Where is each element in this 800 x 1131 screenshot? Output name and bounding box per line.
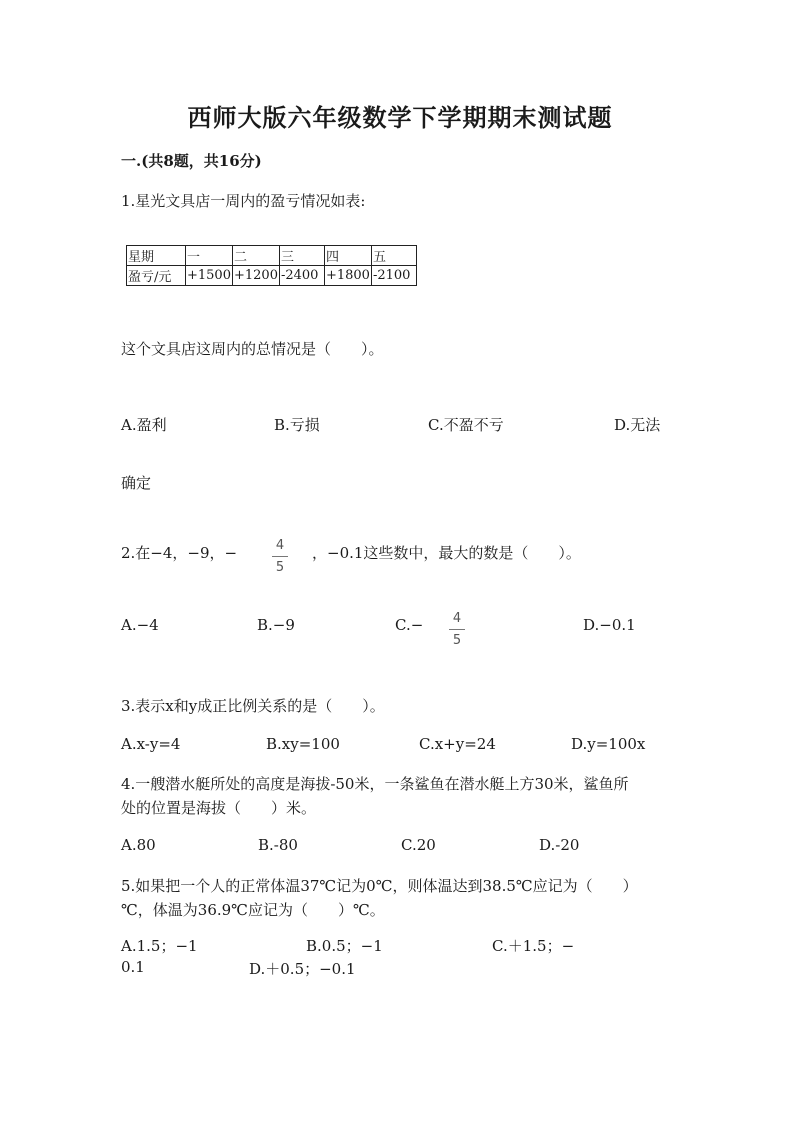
q2-option-c-fraction [449, 611, 465, 648]
q1-option-d-continued: 确定 [121, 474, 152, 492]
q2-option-d[interactable]: D.−0.1 [583, 616, 636, 634]
table-cell: +1500 [186, 266, 233, 286]
q1-option-b[interactable]: B.亏损 [274, 416, 320, 434]
fraction-denominator: 5 [452, 633, 462, 648]
q2-option-b[interactable]: B.−9 [257, 616, 295, 634]
section-heading: 一.(共8题，共16分) [121, 152, 262, 170]
q1-stem: 1.星光文具店一周内的盈亏情况如表: [121, 192, 366, 210]
table-cell: 星期 [127, 246, 186, 266]
table-cell: 二 [232, 246, 279, 266]
q1-option-c[interactable]: C.不盈不亏 [428, 416, 504, 434]
table-cell: +1800 [324, 266, 371, 286]
table-header-row [127, 246, 417, 266]
table-cell: 一 [186, 246, 233, 266]
fraction-denominator: 5 [275, 560, 285, 575]
q1-option-d[interactable]: D.无法 [614, 416, 661, 434]
profit-table [126, 245, 417, 286]
q4-stem-line2: 处的位置是海拔（ ）米。 [121, 799, 317, 817]
table-cell: -2100 [371, 266, 416, 286]
fraction-numerator: 4 [275, 538, 285, 553]
table-cell: 五 [371, 246, 416, 266]
q3-option-d[interactable]: D.y=100x [571, 735, 646, 753]
table-cell: -2400 [279, 266, 324, 286]
q4-stem-line1: 4.一艘潜水艇所处的高度是海拔-50米，一条鲨鱼在潜水艇上方30米，鲨鱼所 [121, 775, 629, 793]
q3-option-a[interactable]: A.x-y=4 [121, 735, 181, 753]
q5-option-d[interactable]: D.＋0.5；−0.1 [249, 960, 356, 978]
q5-stem-line1: 5.如果把一个人的正常体温37℃记为0℃，则体温达到38.5℃应记为（ ） [121, 877, 638, 895]
table-cell: 四 [324, 246, 371, 266]
table-cell: 盈亏/元 [127, 266, 186, 286]
fraction-numerator: 4 [452, 611, 462, 626]
q5-option-a[interactable]: A.1.5；−1 [121, 937, 198, 955]
q2-fraction [272, 538, 288, 575]
q2-option-c[interactable]: C.− [395, 616, 424, 634]
fraction-bar [272, 556, 288, 557]
table-cell: +1200 [232, 266, 279, 286]
q4-option-d[interactable]: D.-20 [539, 836, 580, 854]
q3-option-b[interactable]: B.xy=100 [266, 735, 340, 753]
q3-stem: 3.表示x和y成正比例关系的是（ ）。 [121, 697, 385, 715]
fraction-bar [449, 629, 465, 630]
q4-option-c[interactable]: C.20 [401, 836, 436, 854]
q1-question: 这个文具店这周内的总情况是（ ）。 [121, 340, 384, 358]
q4-option-b[interactable]: B.-80 [258, 836, 298, 854]
table-row [127, 266, 417, 286]
q1-option-a[interactable]: A.盈利 [121, 416, 167, 434]
q5-option-c[interactable]: C.＋1.5；− [492, 937, 575, 955]
q5-option-c-continued: 0.1 [121, 958, 145, 976]
q5-stem-line2: ℃，体温为36.9℃应记为（ ）℃。 [121, 901, 385, 919]
q5-option-b[interactable]: B.0.5；−1 [306, 937, 383, 955]
q3-option-c[interactable]: C.x+y=24 [419, 735, 496, 753]
q4-option-a[interactable]: A.80 [121, 836, 156, 854]
q2-stem-start: 2.在−4，−9，− [121, 544, 238, 562]
q2-stem-end: ，−0.1这些数中，最大的数是（ ）。 [312, 544, 581, 562]
page-title: 西师大版六年级数学下学期期末测试题 [187, 103, 613, 132]
q2-option-a[interactable]: A.−4 [121, 616, 159, 634]
table-cell: 三 [279, 246, 324, 266]
